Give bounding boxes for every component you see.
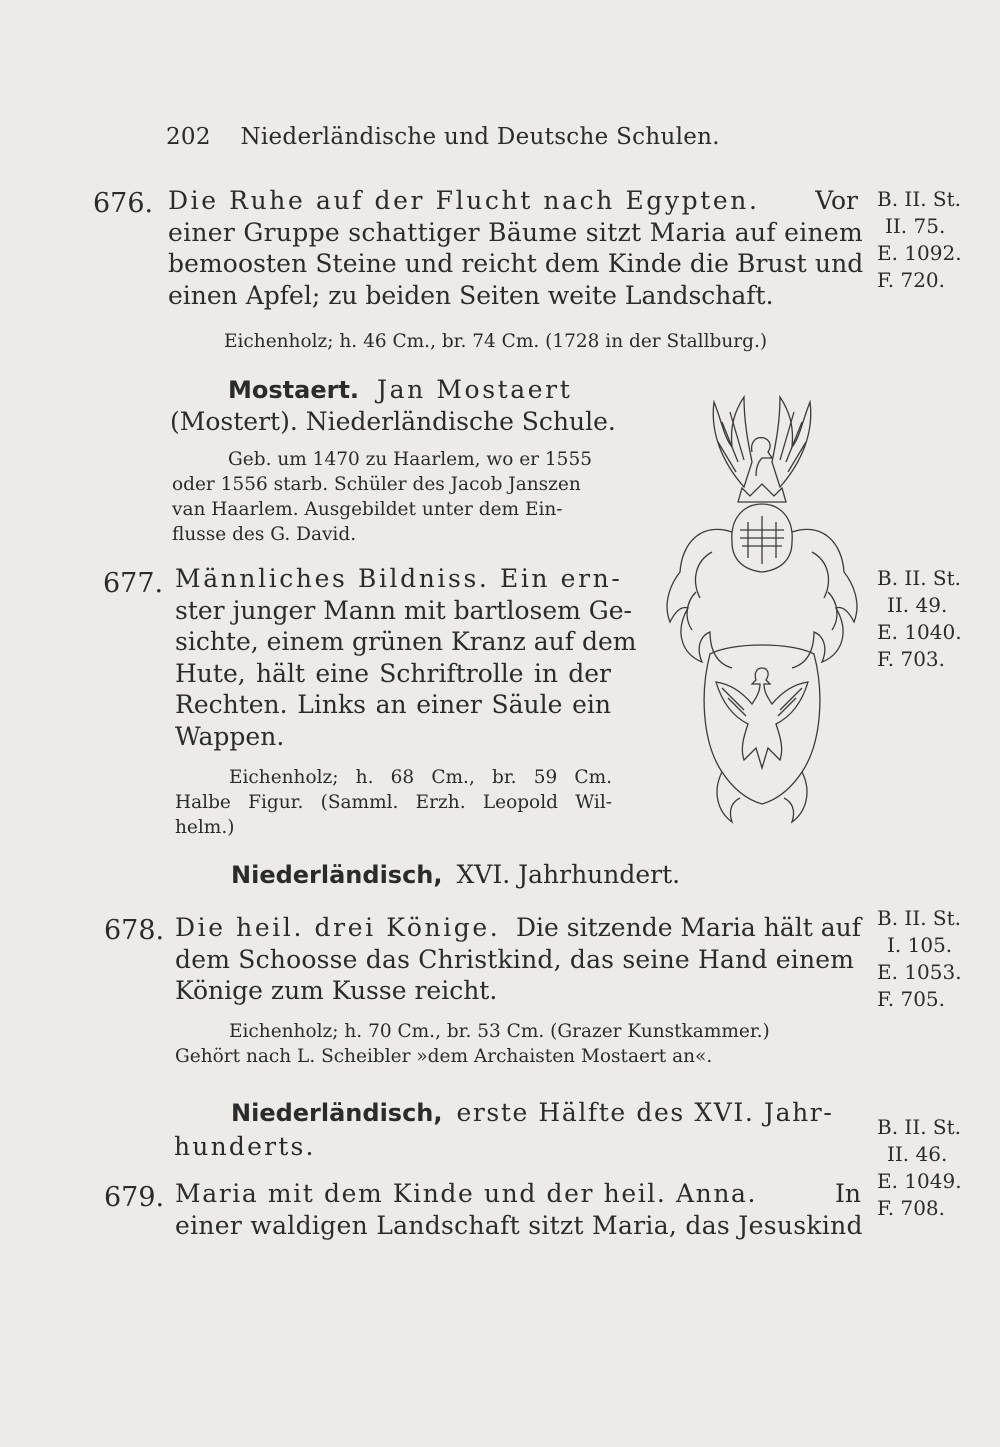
running-header [166,124,720,150]
entry-note: Eichenholz; h. 68 Cm., br. 59 Cm. Halbe Figur. (Samml. Erzh. Leopold Wil- helm.) [175,767,612,838]
entry-text: Männliches Bildniss. Ein ern- ster junger Mann mit bartlosem Ge- sichte, einem grünen Kranz auf dem Hute, hält eine Schriftrolle in der Rechten. Links an einer Säule ein Wappen. [175,564,637,751]
entry-note: Eichenholz; h. 70 Cm., br. 53 Cm. (Grazer Kunstkammer.) Gehört nach L. Scheibler »dem Archaisten Mostaert an«. [175,1021,770,1067]
running-title: Niederländische und Deutsche Schulen. [240,124,720,150]
entry-text: Maria mit dem Kinde und der heil. Anna. In einer waldigen Landschaft sitzt Maria, das Jesuskind [175,1179,863,1240]
entry-refs: B. II. St. I. 105. E. 1053. F. 705. [877,906,962,1011]
entry-title: Die Ruhe auf der Flucht nach Egypten. [168,186,760,215]
page-number: 202 [166,124,211,150]
entry-number: 676. [93,188,154,219]
entry-text: Die heil. drei Könige. Die sitzende Maria hält auf dem Schoosse das Christkind, das seine Hand einem Könige zum Kusse reicht. [175,913,861,1005]
entry-title: Die heil. drei Könige. [175,913,501,942]
entry-number: 679. [104,1182,165,1213]
catalog-page: 202 Niederländische und Deutsche Schulen. 676. Die Ruhe auf der Flucht nach Egypten. Vor einer Gruppe schattiger Bäume sitzt Maria auf einem bemoosten Steine und reicht dem Kinde die Brust und einen Apfel; zu beiden Seiten weite Landschaft. Eichenholz; h. 46 Cm., br. 74 Cm. (1728 in der Stallburg.) B. II. St. II. 75. E. 1092. F. 720. Mostaert. Jan Mostaert (Mostert). Niederländische Schule. Geb. um 1470 zu Haarlem, wo er 1555 oder 1556 starb. Schüler des Jacob Janszen van Haarlem. Ausgebildet unter dem Ein- flusse des G. David. 677. Männliches Bildniss. Ein ern- ster junger Mann mit bartlosem Ge- sichte, einem grünen Kranz auf dem Hute, hält eine Schriftrolle in der Rechten. Links an einer Säule ein Wappen. Eichenholz; h. 68 Cm., br. 59 Cm. Halbe Figur. (Samml. Erzh. Leopold Wil- helm.) B. II. St. II. 49. E. 1040. F. 703. Niederländisch, XVI. Jahrhundert. 678. Die heil. drei Könige. Die sitzende Maria hält auf dem Schoosse das Christkind, das seine Hand einem Könige zum Kusse reicht. Eichenholz; h. 70 Cm., br. 53 Cm. (Grazer Kunstkammer.) Gehört nach L. Scheibler »dem Archaisten Mostaert an«. B. II. St. I. 105. E. 1053. F. 705. Niederländisch, erste Hälfte des XVI. Jahr- hunderts. 679. Maria mit dem Kinde und der heil. Anna. In einer waldigen Landschaft sitzt Maria, das Jesuskind B. II. St. II. 46. E. 1049. F. 708. [93,124,962,1240]
entry-number: 678. [104,915,165,946]
entry-number: 677. [103,568,164,599]
coat-of-arms-illustration [652,392,872,832]
entry-title: Männliches Bildniss. Ein ern- [175,564,623,593]
section-heading-16th-century: Niederländisch, XVI. Jahrhundert. [231,860,681,889]
entry-title: Maria mit dem Kinde und der heil. Anna. [175,1179,758,1208]
entry-note: Eichenholz; h. 46 Cm., br. 74 Cm. (1728 in der Stallburg.) [224,331,768,352]
artist-bio: Geb. um 1470 zu Haarlem, wo er 1555 oder 1556 starb. Schüler des Jacob Janszen van Haarlem. Ausgebildet unter dem Ein- flusse des G. David. [172,449,592,545]
entry-refs: B. II. St. II. 49. E. 1040. F. 703. [877,566,962,671]
entry-text: Die Ruhe auf der Flucht nach Egypten. Vor einer Gruppe schattiger Bäume sitzt Maria auf einem bemoosten Steine und reicht dem Kinde die Brust und einen Apfel; zu beiden Seiten weite Landschaft. [168,186,864,310]
entry-refs: B. II. St. II. 75. E. 1092. F. 720. [877,187,962,292]
artist-school: (Mostert). Niederländische Schule. [170,407,616,436]
artist-name: Mostaert. [228,376,360,404]
entry-refs: B. II. St. II. 46. E. 1049. F. 708. [877,1115,962,1220]
